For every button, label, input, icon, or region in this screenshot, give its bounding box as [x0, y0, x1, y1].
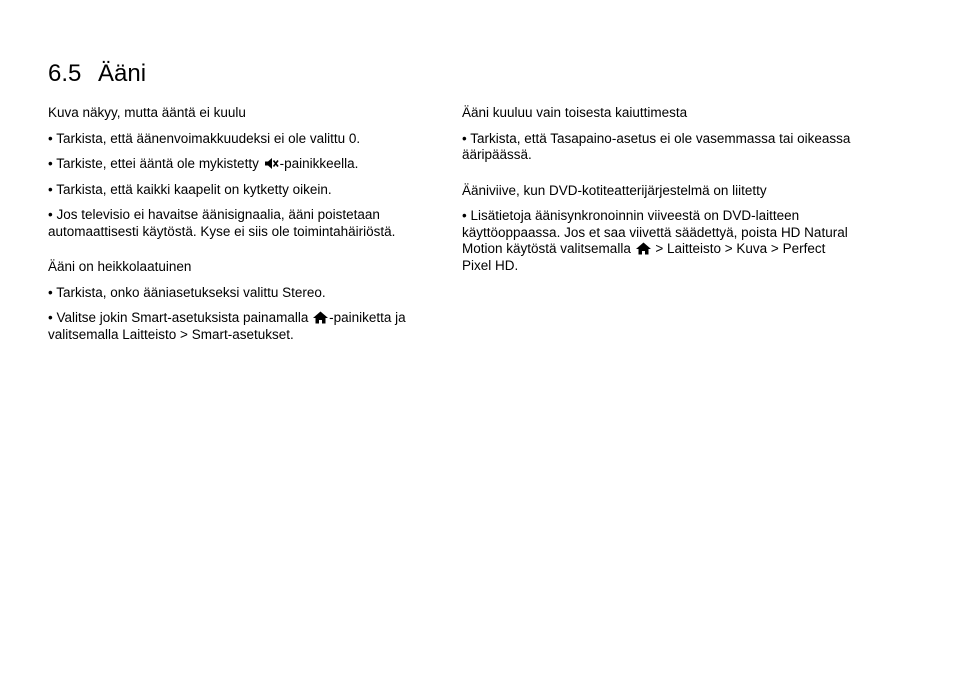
- section-heading-poor-quality: Ääni on heikkolaatuinen: [48, 259, 192, 274]
- bullet-stereo: • Tarkista, onko ääniasetukseksi valittu Stereo.: [48, 284, 326, 300]
- right-column: [462, 105, 852, 283]
- bullet-mute: • Tarkiste, ettei ääntä ole mykistetty -painikkeella.: [48, 156, 359, 171]
- bullet-smart-settings: • Valitse jokin Smart-asetuksista painamalla -painiketta ja valitsemalla Laitteisto > Smart-asetukset.: [48, 310, 406, 342]
- home-icon: [313, 311, 328, 324]
- section-heading-no-sound: Kuva näkyy, mutta ääntä ei kuulu: [48, 105, 246, 120]
- bullet-volume: • Tarkista, että äänenvoimakkuudeksi ei ole valittu 0.: [48, 130, 361, 146]
- section-heading-audio-delay: Ääniviive, kun DVD-kotiteatterijärjestelmä on liitetty: [462, 182, 767, 198]
- home-icon: [636, 242, 651, 255]
- section-number: 6.5: [48, 60, 82, 87]
- bullet-cables: • Tarkista, että kaikki kaapelit on kytketty oikein.: [48, 181, 332, 197]
- section-title: Ääni: [98, 60, 147, 87]
- bullet-no-signal: • Jos televisio ei havaitse äänisignaalia, ääni poistetaan automaattisesti käytöstä. Kyse ei siis ole toimintahäiriöstä.: [48, 207, 396, 239]
- page-title: [48, 60, 146, 88]
- left-column: [48, 105, 438, 352]
- section-heading-one-speaker: Ääni kuuluu vain toisesta kaiuttimesta: [462, 105, 688, 120]
- bullet-balance: • Tarkista, että Tasapaino-asetus ei ole vasemmassa tai oikeassa ääripäässä.: [462, 130, 851, 162]
- bullet-dvd-delay: • Lisätietoja äänisynkronoinnin viiveestä on DVD-laitteen käyttöoppaassa. Jos et saa viivettä säädettyä, poista HD Natural Motion käytöstä valitsemalla > Laitteisto > Kuva > Perfect Pixel HD.: [462, 208, 848, 273]
- mute-icon: [264, 157, 279, 170]
